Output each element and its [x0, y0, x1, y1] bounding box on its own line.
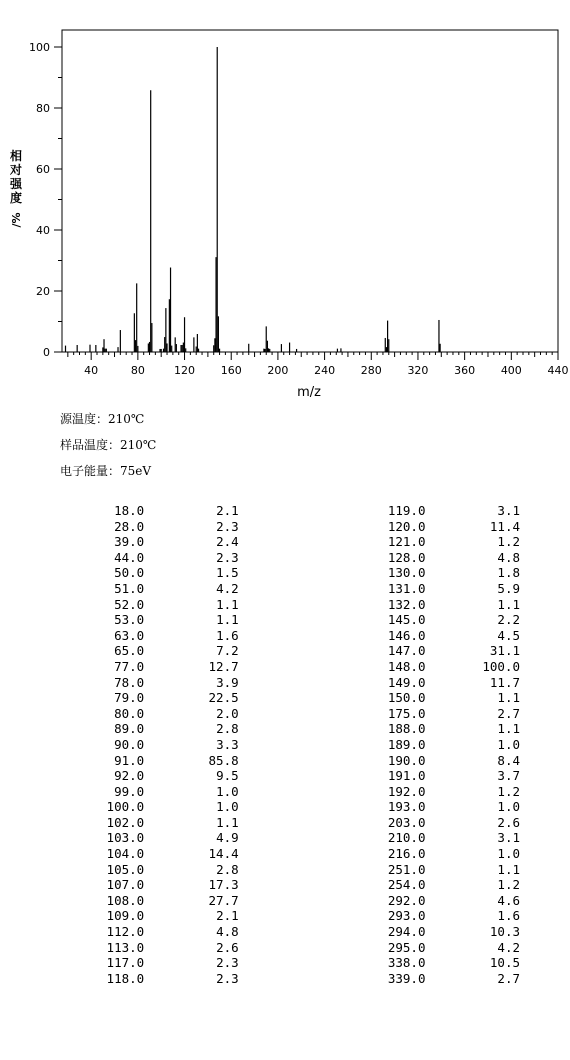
abundance-cell: 4.8 [497, 549, 520, 565]
abundance-cell: 2.8 [216, 861, 239, 877]
spacer [239, 784, 362, 800]
abundance-cell: 1.1 [497, 861, 520, 877]
mz-cell: 89.0 [114, 721, 145, 737]
spacer [239, 908, 362, 924]
mz-cell: 188.0 [387, 721, 426, 737]
mz-cell: 79.0 [114, 690, 145, 706]
table-row [60, 908, 520, 924]
table-row [60, 768, 520, 784]
mz-cell: 103.0 [106, 830, 145, 846]
spacer [239, 737, 362, 753]
abundance-cell: 2.6 [216, 939, 239, 955]
mz-cell: 150.0 [387, 690, 426, 706]
table-row [60, 597, 520, 613]
spacer [239, 675, 362, 691]
abundance-cell: 1.6 [497, 908, 520, 924]
mz-cell: 105.0 [106, 861, 145, 877]
mz-cell: 53.0 [114, 612, 145, 628]
table-row [60, 519, 520, 535]
spacer [239, 955, 362, 971]
abundance-cell: 85.8 [208, 752, 239, 768]
mz-cell: 91.0 [114, 752, 145, 768]
abundance-cell: 10.5 [489, 955, 520, 971]
mz-cell: 294.0 [387, 924, 426, 940]
abundance-cell: 10.3 [489, 924, 520, 940]
abundance-cell: 12.7 [208, 658, 239, 674]
abundance-cell: 14.4 [208, 846, 239, 862]
spacer [239, 643, 362, 659]
table-row [60, 721, 520, 737]
table-row [60, 628, 520, 644]
mz-cell: 108.0 [106, 892, 145, 908]
spacer [239, 519, 362, 535]
spacer [239, 877, 362, 893]
x-tick-label: 360 [454, 364, 476, 377]
spacer [239, 534, 362, 550]
mz-cell: 146.0 [387, 627, 426, 643]
mz-cell: 131.0 [387, 580, 426, 596]
mz-cell: 28.0 [114, 518, 145, 534]
spacer [239, 940, 362, 956]
x-tick-label: 440 [547, 364, 569, 377]
mass-spectrum-chart [0, 0, 570, 400]
abundance-cell: 1.2 [497, 877, 520, 893]
table-row [60, 550, 520, 566]
mz-cell: 112.0 [106, 924, 145, 940]
y-tick-label: 80 [36, 102, 50, 115]
y-tick-label: 0 [43, 346, 50, 359]
mz-cell: 78.0 [114, 674, 145, 690]
sample-temperature: 样品温度：210℃ [60, 438, 157, 452]
abundance-cell: 4.2 [216, 580, 239, 596]
spacer [239, 597, 362, 613]
spacer [239, 768, 362, 784]
mz-cell: 113.0 [106, 939, 145, 955]
mz-cell: 100.0 [106, 799, 145, 815]
mz-cell: 149.0 [387, 674, 426, 690]
mz-cell: 132.0 [387, 596, 426, 612]
table-row [60, 706, 520, 722]
table-row [60, 862, 520, 878]
abundance-cell: 100.0 [482, 658, 520, 674]
source-temperature: 源温度：210℃ [60, 412, 145, 426]
mz-cell: 104.0 [106, 846, 145, 862]
x-axis-label: m/z [297, 385, 321, 400]
y-tick-label: 100 [29, 41, 50, 54]
spacer [239, 565, 362, 581]
mz-cell: 109.0 [106, 908, 145, 924]
abundance-cell: 2.3 [216, 549, 239, 565]
mz-cell: 50.0 [114, 565, 145, 581]
abundance-cell: 1.0 [497, 846, 520, 862]
mz-cell: 293.0 [387, 908, 426, 924]
abundance-cell: 2.4 [216, 534, 239, 550]
abundance-cell: 4.5 [497, 627, 520, 643]
table-row [60, 784, 520, 800]
abundance-cell: 3.3 [216, 736, 239, 752]
abundance-cell: 11.4 [489, 518, 520, 534]
x-tick-label: 240 [314, 364, 336, 377]
mz-cell: 90.0 [114, 736, 145, 752]
abundance-cell: 31.1 [489, 643, 520, 659]
mz-cell: 338.0 [387, 955, 426, 971]
spacer [239, 706, 362, 722]
spacer [239, 550, 362, 566]
abundance-cell: 2.1 [216, 908, 239, 924]
abundance-cell: 4.2 [497, 939, 520, 955]
table-row [60, 753, 520, 769]
abundance-cell: 17.3 [208, 877, 239, 893]
mz-cell: 175.0 [387, 705, 426, 721]
abundance-cell: 27.7 [208, 892, 239, 908]
mz-cell: 118.0 [106, 970, 145, 986]
table-row [60, 503, 520, 519]
mz-cell: 107.0 [106, 877, 145, 893]
mz-cell: 99.0 [114, 783, 145, 799]
table-row [60, 565, 520, 581]
abundance-cell: 7.2 [216, 643, 239, 659]
abundance-cell: 1.0 [216, 799, 239, 815]
abundance-cell: 3.7 [497, 768, 520, 784]
mz-cell: 44.0 [114, 549, 145, 565]
x-axis [68, 352, 569, 377]
spacer [239, 830, 362, 846]
mz-cell: 295.0 [387, 939, 426, 955]
abundance-cell: 2.7 [497, 705, 520, 721]
abundance-cell: 1.8 [497, 565, 520, 581]
abundance-cell: 1.0 [216, 783, 239, 799]
x-tick-label: 120 [174, 364, 196, 377]
mz-cell: 18.0 [114, 503, 145, 518]
abundance-cell: 1.2 [497, 783, 520, 799]
mz-cell: 203.0 [387, 814, 426, 830]
spacer [239, 659, 362, 675]
spacer [239, 971, 362, 987]
abundance-cell: 1.1 [216, 612, 239, 628]
mz-cell: 189.0 [387, 736, 426, 752]
x-tick-label: 40 [84, 364, 99, 377]
abundance-cell: 1.1 [497, 721, 520, 737]
spacer [239, 581, 362, 597]
mz-cell: 119.0 [387, 503, 426, 518]
x-tick-label: 200 [267, 364, 289, 377]
mz-cell: 254.0 [387, 877, 426, 893]
spacer [239, 862, 362, 878]
table-row [60, 815, 520, 831]
abundance-cell: 2.3 [216, 955, 239, 971]
table-row [60, 534, 520, 550]
table-row [60, 675, 520, 691]
mz-cell: 102.0 [106, 814, 145, 830]
x-tick-label: 400 [500, 364, 522, 377]
table-row [60, 830, 520, 846]
abundance-cell: 1.0 [497, 736, 520, 752]
spacer [239, 612, 362, 628]
mz-cell: 193.0 [387, 799, 426, 815]
abundance-cell: 2.1 [216, 503, 239, 518]
mz-cell: 77.0 [114, 658, 145, 674]
mz-cell: 63.0 [114, 627, 145, 643]
spacer [239, 503, 362, 519]
spacer [239, 628, 362, 644]
spacer [239, 753, 362, 769]
table-row [60, 924, 520, 940]
mz-cell: 80.0 [114, 705, 145, 721]
table-row [60, 659, 520, 675]
spacer [239, 893, 362, 909]
table-row [60, 971, 520, 987]
mz-cell: 92.0 [114, 768, 145, 784]
abundance-cell: 3.1 [497, 503, 520, 518]
abundance-cell: 22.5 [208, 690, 239, 706]
table-row [60, 940, 520, 956]
mz-cell: 292.0 [387, 892, 426, 908]
spacer [239, 721, 362, 737]
abundance-cell: 2.2 [497, 612, 520, 628]
table-row [60, 799, 520, 815]
abundance-cell: 1.5 [216, 565, 239, 581]
abundance-cell: 1.1 [216, 814, 239, 830]
mz-cell: 117.0 [106, 955, 145, 971]
spacer [239, 799, 362, 815]
mz-cell: 52.0 [114, 596, 145, 612]
table-row [60, 612, 520, 628]
mz-cell: 210.0 [387, 830, 426, 846]
y-axis [29, 41, 62, 359]
table-row [60, 690, 520, 706]
table-row [60, 737, 520, 753]
abundance-cell: 2.7 [497, 970, 520, 986]
table-row [60, 846, 520, 862]
spacer [239, 924, 362, 940]
y-axis-label: 相对强度 [9, 149, 23, 205]
abundance-cell: 5.9 [497, 580, 520, 596]
abundance-cell: 2.6 [497, 814, 520, 830]
abundance-cell: 2.8 [216, 721, 239, 737]
mz-cell: 121.0 [387, 534, 426, 550]
abundance-cell: 9.5 [216, 768, 239, 784]
peak-table [60, 503, 520, 986]
mz-cell: 120.0 [387, 518, 426, 534]
mz-cell: 51.0 [114, 580, 145, 596]
y-tick-label: 60 [36, 163, 50, 176]
mz-cell: 339.0 [387, 970, 426, 986]
mz-cell: 39.0 [114, 534, 145, 550]
mz-cell: 251.0 [387, 861, 426, 877]
mz-cell: 65.0 [114, 643, 145, 659]
mz-cell: 147.0 [387, 643, 426, 659]
mz-cell: 192.0 [387, 783, 426, 799]
table-row [60, 877, 520, 893]
abundance-cell: 2.3 [216, 970, 239, 986]
mz-cell: 130.0 [387, 565, 426, 581]
abundance-cell: 1.0 [497, 799, 520, 815]
abundance-cell: 3.1 [497, 830, 520, 846]
spacer [239, 690, 362, 706]
table-row [60, 581, 520, 597]
spacer [239, 846, 362, 862]
table-row [60, 643, 520, 659]
y-axis-label-unit: /% [10, 212, 23, 228]
abundance-cell: 4.9 [216, 830, 239, 846]
electron-energy: 电子能量：75eV [60, 464, 152, 478]
x-tick-label: 160 [220, 364, 242, 377]
abundance-cell: 8.4 [497, 752, 520, 768]
abundance-cell: 11.7 [489, 674, 520, 690]
abundance-cell: 2.0 [216, 705, 239, 721]
x-tick-label: 320 [407, 364, 429, 377]
abundance-cell: 4.8 [216, 924, 239, 940]
mz-cell: 145.0 [387, 612, 426, 628]
y-tick-label: 40 [36, 224, 50, 237]
spacer [239, 815, 362, 831]
mz-cell: 128.0 [387, 549, 426, 565]
abundance-cell: 3.9 [216, 674, 239, 690]
y-tick-label: 20 [36, 285, 50, 298]
abundance-cell: 4.6 [497, 892, 520, 908]
abundance-cell: 2.3 [216, 518, 239, 534]
abundance-cell: 1.1 [216, 596, 239, 612]
x-tick-label: 80 [130, 364, 145, 377]
mz-cell: 191.0 [387, 768, 426, 784]
mz-cell: 148.0 [387, 658, 426, 674]
abundance-cell: 1.2 [497, 534, 520, 550]
peaks [66, 47, 441, 352]
table-row [60, 893, 520, 909]
abundance-cell: 1.1 [497, 596, 520, 612]
table-row [60, 955, 520, 971]
mz-cell: 216.0 [387, 846, 426, 862]
abundance-cell: 1.6 [216, 627, 239, 643]
abundance-cell: 1.1 [497, 690, 520, 706]
x-tick-label: 280 [360, 364, 382, 377]
mz-cell: 190.0 [387, 752, 426, 768]
